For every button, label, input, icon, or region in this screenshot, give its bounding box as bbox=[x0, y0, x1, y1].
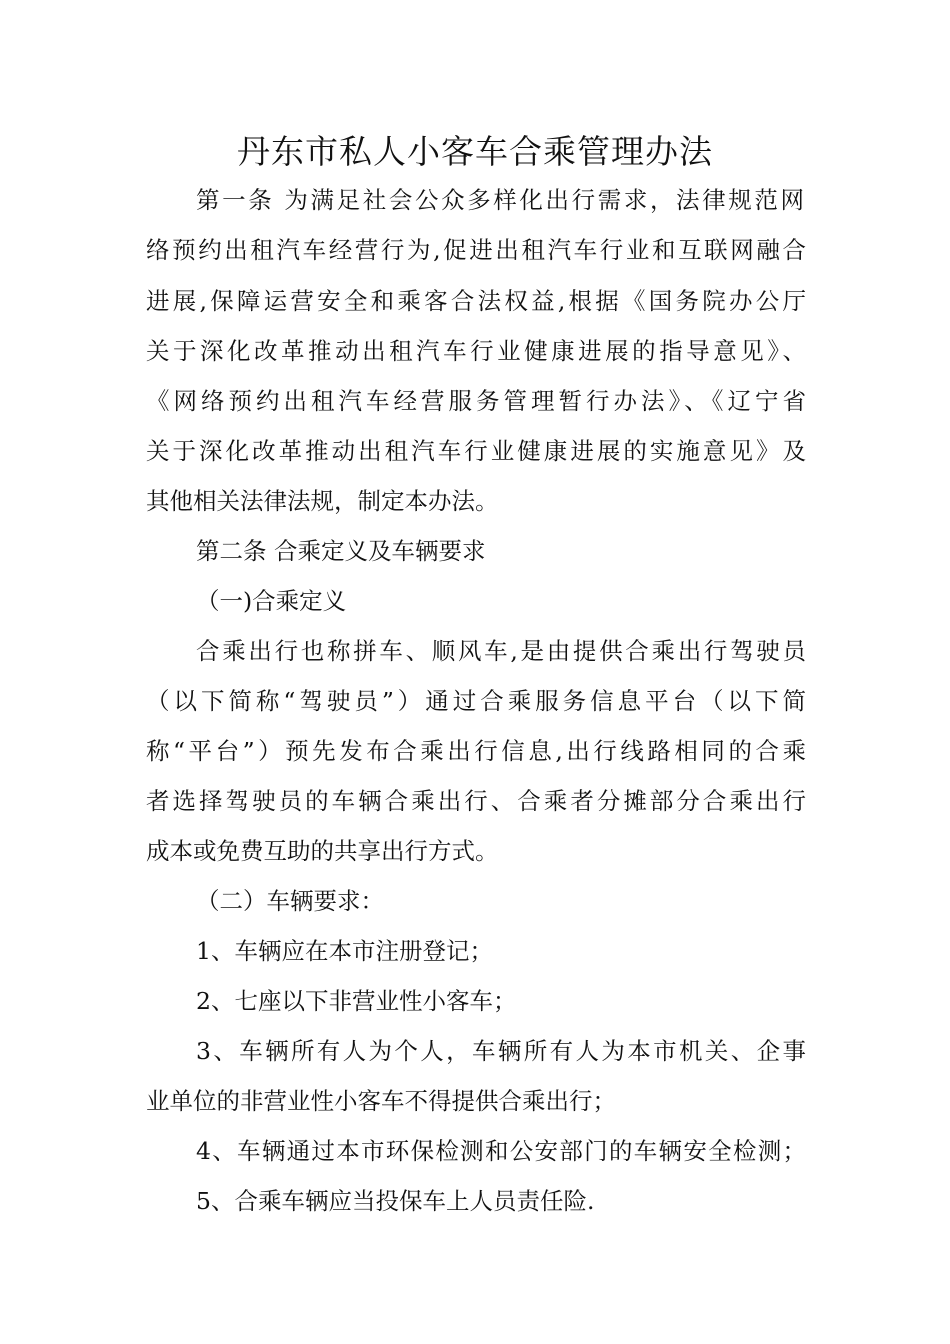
section1-line: 合乘出行也称拼车、顺风车,是由提供合乘出行驾驶员 bbox=[196, 637, 806, 665]
article2-heading: 第二条 合乘定义及车辆要求 bbox=[196, 537, 486, 565]
requirement-item: 1、车辆应在本市注册登记； bbox=[196, 937, 493, 965]
section1-heading: （一)合乘定义 bbox=[196, 587, 347, 615]
article1-line: 《网络预约出租汽车经营服务管理暂行办法》、《辽宁省 bbox=[146, 387, 806, 415]
section1-line: 者选择驾驶员的车辆合乘出行、合乘者分摊部分合乘出行 bbox=[146, 787, 806, 815]
article1-line: 关于深化改革推动出租汽车行业健康进展的指导意见》、 bbox=[146, 337, 806, 365]
requirement-item: 2、七座以下非营业性小客车； bbox=[196, 987, 517, 1015]
section1-line: （以下简称“驾驶员”）通过合乘服务信息平台（以下简 bbox=[146, 687, 806, 715]
article1-line: 进展,保障运营安全和乘客合法权益,根据《国务院办公厅 bbox=[146, 287, 806, 315]
article1-line: 其他相关法律法规，制定本办法。 bbox=[146, 487, 499, 515]
section1-line: 称“平台”）预先发布合乘出行信息,出行线路相同的合乘 bbox=[146, 737, 806, 765]
requirement-item: 5、合乘车辆应当投保车上人员责任险. bbox=[196, 1187, 595, 1215]
requirement-item: 业单位的非营业性小客车不得提供合乘出行； bbox=[146, 1087, 616, 1115]
section1-line: 成本或免费互助的共享出行方式。 bbox=[146, 837, 499, 865]
requirement-item: 4、车辆通过本市环保检测和公安部门的车辆安全检测； bbox=[196, 1137, 806, 1165]
article1-line: 第一条 为满足社会公众多样化出行需求，法律规范网 bbox=[196, 186, 806, 214]
article1-line: 关于深化改革推动出租汽车行业健康进展的实施意见》及 bbox=[146, 437, 806, 465]
requirement-item: 3、车辆所有人为个人，车辆所有人为本市机关、企事 bbox=[196, 1037, 806, 1065]
document-title: 丹东市私人小客车合乘管理办法 bbox=[237, 132, 713, 171]
section2-heading: （二）车辆要求： bbox=[196, 887, 384, 915]
article1-line: 络预约出租汽车经营行为,促进出租汽车行业和互联网融合 bbox=[146, 236, 806, 264]
